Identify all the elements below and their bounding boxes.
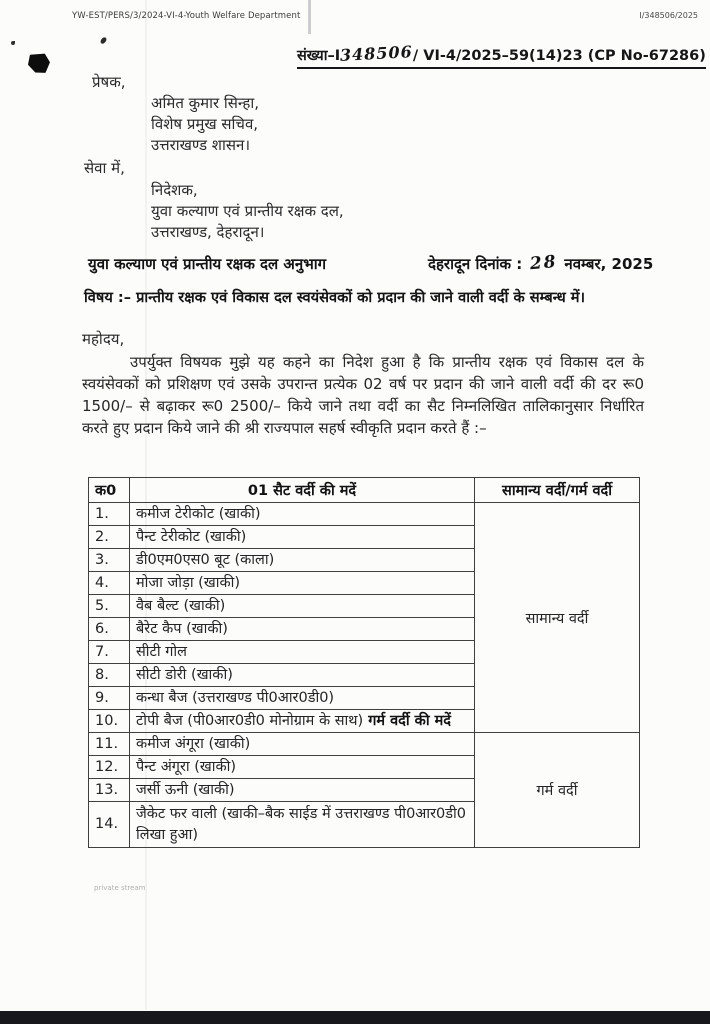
ink-dot <box>100 36 107 44</box>
uniform-table-body <box>89 503 640 848</box>
category-merged-cell: सामान्य वर्दी <box>475 503 640 733</box>
row-item-name: जर्सी ऊनी (खाकी) <box>130 779 475 802</box>
row-item-name: डी0एम0एस0 बूट (काला) <box>130 549 475 572</box>
table-header-row <box>89 478 640 503</box>
row-serial-no: 4. <box>89 572 130 595</box>
row-serial-no: 9. <box>89 687 130 710</box>
row-item-name: मोजा जोड़ा (खाकी) <box>130 572 475 595</box>
file-reference-right: I/348506/2025 <box>639 11 698 20</box>
table-row <box>89 733 640 756</box>
sender-line: विशेष प्रमुख सचिव, <box>151 115 259 133</box>
date-suffix: नवम्बर, 2025 <box>559 255 654 273</box>
letter-number-prefix: संख्या–I <box>297 48 341 64</box>
row-item-name: सीटी गोल <box>130 641 475 664</box>
uniform-items-table <box>88 477 640 848</box>
row-serial-no: 13. <box>89 779 130 802</box>
header-uniform-category: सामान्य वर्दी/गर्म वर्दी <box>475 478 640 503</box>
row-serial-no: 3. <box>89 549 130 572</box>
handwritten-dispatch-number: 348506 <box>339 42 414 65</box>
section-department-title: युवा कल्याण एवं प्रान्तीय रक्षक दल अनुभाग <box>88 255 327 273</box>
row-item-name: कन्धा बैज (उत्तराखण्ड पी0आर0डी0) <box>130 687 475 710</box>
table-row <box>89 503 640 526</box>
header-uniform-set-items: 01 सैट वर्दी की मदें <box>130 478 475 503</box>
row-item-name: बैरेट कैप (खाकी) <box>130 618 475 641</box>
letter-number-line <box>297 42 706 69</box>
row-serial-no: 10. <box>89 710 130 733</box>
subject-line: विषय :– प्रान्तीय रक्षक एवं विकास दल स्वयंसेवकों को प्रदान की जाने वाली वर्दी के सम्बन्ध में। <box>84 289 586 306</box>
watermark-text: private stream <box>94 884 146 892</box>
row-item-name: पैन्ट अंगूरा (खाकी) <box>130 756 475 779</box>
row-serial-no: 8. <box>89 664 130 687</box>
recipient-line: निदेशक, <box>151 181 198 199</box>
sender-line: उत्तराखण्ड शासन। <box>151 136 251 154</box>
row-serial-no: 11. <box>89 733 130 756</box>
row-item-name: जैकेट फर वाली (खाकी–बैक साईड में उत्तराखण्ड पी0आर0डी0 लिखा हुआ) <box>130 802 475 848</box>
sender-label: प्रेषक, <box>92 73 126 91</box>
recipient-line: उत्तराखण्ड, देहरादून। <box>151 223 265 241</box>
row-serial-no: 2. <box>89 526 130 549</box>
row-item-name: टोपी बैज (पी0आर0डी0 मोनोग्राम के साथ) गर्म वर्दी की मदें <box>130 710 475 733</box>
handwritten-date-day: 28 <box>528 251 558 275</box>
recipient-label: सेवा में, <box>84 159 125 177</box>
letter-number-suffix: / VI-4/2025–59(14)23 (CP No-67286) <box>412 48 706 64</box>
header-serial-no: क0 <box>89 478 130 503</box>
row-item-name: कमीज टेरीकोट (खाकी) <box>130 503 475 526</box>
row-item-note: गर्म वर्दी की मदें <box>363 713 451 729</box>
recipient-line: युवा कल्याण एवं प्रान्तीय रक्षक दल, <box>151 202 344 220</box>
sender-line: अमित कुमार सिन्हा, <box>151 94 260 112</box>
row-item-name: सीटी डोरी (खाकी) <box>130 664 475 687</box>
row-item-name: कमीज अंगूरा (खाकी) <box>130 733 475 756</box>
scan-bottom-edge <box>0 1011 710 1024</box>
ink-dot <box>11 41 15 45</box>
row-serial-no: 12. <box>89 756 130 779</box>
body-paragraph: उपर्युक्त विषयक मुझे यह कहने का निदेश हुआ है कि प्रान्तीय रक्षक एवं विकास दल के स्वयंसेवकों को प्रशिक्षण एवं उसके उपरान्त प्रत्येक 02 वर्ष पर प्रदान की जाने वाली वर्दी की दर रू0 1500/– से बढ़ाकर रू0 2500/– किये जाने तथा वर्दी का सैट निम्नलिखित तालिकानुसार निर्धारित करते हुए प्रदान किये जाने की श्री राज्यपाल सहर्ष स्वीकृति प्रदान करते हैं :– <box>82 353 644 437</box>
row-serial-no: 5. <box>89 595 130 618</box>
place-date-prefix: देहरादून दिनांक : <box>428 255 528 273</box>
sender-address <box>151 93 259 156</box>
ink-blot-mark <box>26 51 52 76</box>
row-item-name: पैन्ट टेरीकोट (खाकी) <box>130 526 475 549</box>
uniform-table-head <box>89 478 640 503</box>
category-merged-cell: गर्म वर्दी <box>475 733 640 848</box>
place-and-date <box>428 251 654 275</box>
row-item-name: वैब बैल्ट (खाकी) <box>130 595 475 618</box>
row-serial-no: 7. <box>89 641 130 664</box>
salutation: महोदय, <box>82 330 125 348</box>
file-reference-left: YW-EST/PERS/3/2024-VI-4-Youth Welfare Department <box>72 11 301 21</box>
recipient-address <box>151 180 344 243</box>
row-serial-no: 6. <box>89 618 130 641</box>
row-serial-no: 14. <box>89 802 130 848</box>
row-serial-no: 1. <box>89 503 130 526</box>
scan-shadow-line <box>308 0 311 34</box>
